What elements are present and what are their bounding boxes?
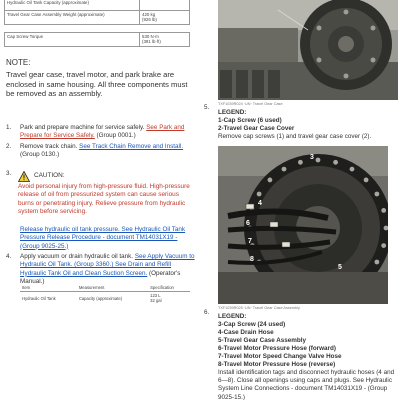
spec-label: Cap Screw Torque xyxy=(5,32,140,46)
step-6-text: Install identification tags and disconnect hydraulic hoses (4 and 6—8). Close all openings using caps and plugs. See Hydraulic System Line Connections - document TM14031X19 - (Group 9025-15.) xyxy=(218,369,395,400)
legend-item: 1-Cap Screw (6 used) xyxy=(218,117,282,124)
col-header: Measurement xyxy=(77,284,148,292)
spec-value xyxy=(140,0,190,11)
note-text: Travel gear case, travel motor, and park brake are enclosed in same housing. All three components must be removed as an assembly. xyxy=(6,70,188,99)
callout-label: 7 xyxy=(248,238,252,245)
warning-icon xyxy=(18,171,30,182)
release-procedure-link[interactable]: Release hydraulic oil tank pressure. See Hydraulic Oil Tank Pressure Release Procedure - document TM14031X19 - (Group 9025-25.) xyxy=(20,226,186,250)
cap-screw-bolt xyxy=(374,192,379,197)
table-cell: Hydraulic Oil Tank xyxy=(22,295,56,301)
callout-label: 3 xyxy=(310,154,314,161)
spec-label: Travel Gear Case Assembly Weight (approximate) xyxy=(5,11,140,25)
callout-label: 4 xyxy=(258,200,262,207)
step-number: 5. xyxy=(204,104,210,111)
cap-screw-bolt xyxy=(364,178,369,183)
right-column xyxy=(200,0,400,400)
table-cell: Capacity (approximate) xyxy=(78,295,123,301)
col-header: Specification xyxy=(148,284,190,292)
legend-item: 5-Travel Gear Case Assembly xyxy=(218,337,306,344)
step-number: 6. xyxy=(204,309,210,316)
legend-title: LEGEND: xyxy=(218,109,247,116)
cap-screw-bolt xyxy=(298,160,303,165)
caution-heading: CAUTION: xyxy=(34,172,65,179)
legend-title: LEGEND: xyxy=(218,313,247,320)
step-suffix: (Operator's Manual.) xyxy=(20,269,181,285)
cap-screw-bolt xyxy=(268,178,273,183)
spec-value: 420 kg (926 lb) xyxy=(140,11,190,25)
table-row xyxy=(5,32,190,46)
spec-label: Hydraulic Oil Tank Capacity (approximate) xyxy=(5,0,140,11)
table-row xyxy=(5,11,190,25)
cap-screw-bolt xyxy=(381,243,386,248)
cap-screw-bolt xyxy=(282,167,287,172)
step-5-text: Remove cap screws (1) and travel gear case cover (2). xyxy=(218,133,372,140)
travel-gear-case-assembly-photo xyxy=(218,146,388,304)
left-column: Hydraulic Oil Tank Capacity (approximate) Travel Gear Case Assembly Weight (approximate) 420 kg (926 lb) Cap Screw Torque 530 N·m (391 lb·ft) NOTE: Travel gear case, travel motor, and park brake are enclosed in same housing. All three components must be removed as an assembly. 1. Park and prepare machine for service safely. See Park and Prepare for Service Safely. (Group 0001.) 2. Remove track chain. See Track Chain Remove and Install. (Group 0130.) 3. CAUTION: Avoid personal injury from high-pressure fluid. High-pressure release of oil from pressurized system can cause serious burns or penetrating injury. Relieve pressure from hydraulic system before servicing. Release hydraulic oil tank pressure. See Hydraulic Oil Tank Pressure Release Procedure - document TM14031X19 - (Group 9025-25.) 4. Apply vacuum or drain hydraulic oil tank. See Apply Vacuum to Hydraulic Oil Tank. (Group 3360.) See Drain and Refill Hydraulic Tank Oil and Clean Suction Screen. (Operator's Manual.) Item Measurement Specification Hydraulic Oil Tank Capacity (approximate) 123 L 32 gal xyxy=(0,0,200,400)
figure-caption: TXF1039R024 ·UN· Travel Gear Case xyxy=(218,102,283,106)
legend-item: 4-Case Drain Hose xyxy=(218,329,274,336)
spec-table xyxy=(4,0,190,47)
callout-label: 8 xyxy=(250,256,254,263)
caution-box xyxy=(18,171,196,219)
legend-item: 3-Cap Screw (24 used) xyxy=(218,321,286,328)
release-pressure-text xyxy=(20,226,198,251)
step-text: Park and prepare machine for service safely. xyxy=(20,124,145,131)
step-text: Apply vacuum or drain hydraulic oil tank. xyxy=(20,253,134,260)
step-number: 1. xyxy=(6,124,12,131)
table-row xyxy=(5,0,190,11)
col-header: Item xyxy=(20,284,77,292)
table-cell: 123 L 32 gal xyxy=(150,293,162,304)
legend-item: 6-Travel Motor Pressure Hose (forward) xyxy=(218,345,336,352)
cap-screw-bolt xyxy=(381,208,386,213)
cap-screw-bolt xyxy=(374,260,379,265)
spec-value: 530 N·m (391 lb·ft) xyxy=(140,32,190,46)
step-text: Remove track chain. xyxy=(20,143,78,150)
step-suffix: (Group 0130.) xyxy=(20,151,60,159)
travel-gear-case-photo xyxy=(218,0,398,100)
cap-screw-bolt xyxy=(333,160,338,165)
callout-label: 6 xyxy=(246,220,250,227)
cap-screw-bolt xyxy=(257,192,262,197)
figure-caption: TXF1039R025 ·UN· Travel Gear Case Assembly xyxy=(218,306,300,310)
caution-text: Avoid personal injury from high-pressure fluid. High-pressure release of oil from pressurized system can cause serious burns or penetrating injury. Relieve pressure from hydraulic system before servicing. xyxy=(18,183,190,215)
note-title: NOTE: xyxy=(6,58,31,67)
cap-screw-bolt xyxy=(316,158,321,163)
step-suffix: (Group 0001.) xyxy=(96,132,136,140)
capacity-table xyxy=(20,284,190,304)
callout-label: 5 xyxy=(338,264,342,271)
park-prepare-link[interactable]: See Park and Prepare for Service Safely. xyxy=(20,124,185,140)
cap-screw-bolt xyxy=(350,167,355,172)
legend-item: 2-Travel Gear Case Cover xyxy=(218,125,295,132)
step-number: 4. xyxy=(6,253,12,260)
step-number: 2. xyxy=(6,143,12,150)
table-row xyxy=(20,284,190,292)
track-chain-link[interactable]: See Track Chain Remove and Install. xyxy=(79,143,184,150)
legend-item: 8-Travel Motor Pressure Hose (reverse) xyxy=(218,361,336,368)
apply-vacuum-link[interactable]: See Apply Vacuum to Hydraulic Oil Tank. (Group 3360.) See Drain and Refill Hydraulic Tank Oil and Clean Suction Screen. xyxy=(20,253,195,277)
table-row xyxy=(20,292,190,305)
legend-item: 7-Travel Motor Speed Change Valve Hose xyxy=(218,353,342,360)
